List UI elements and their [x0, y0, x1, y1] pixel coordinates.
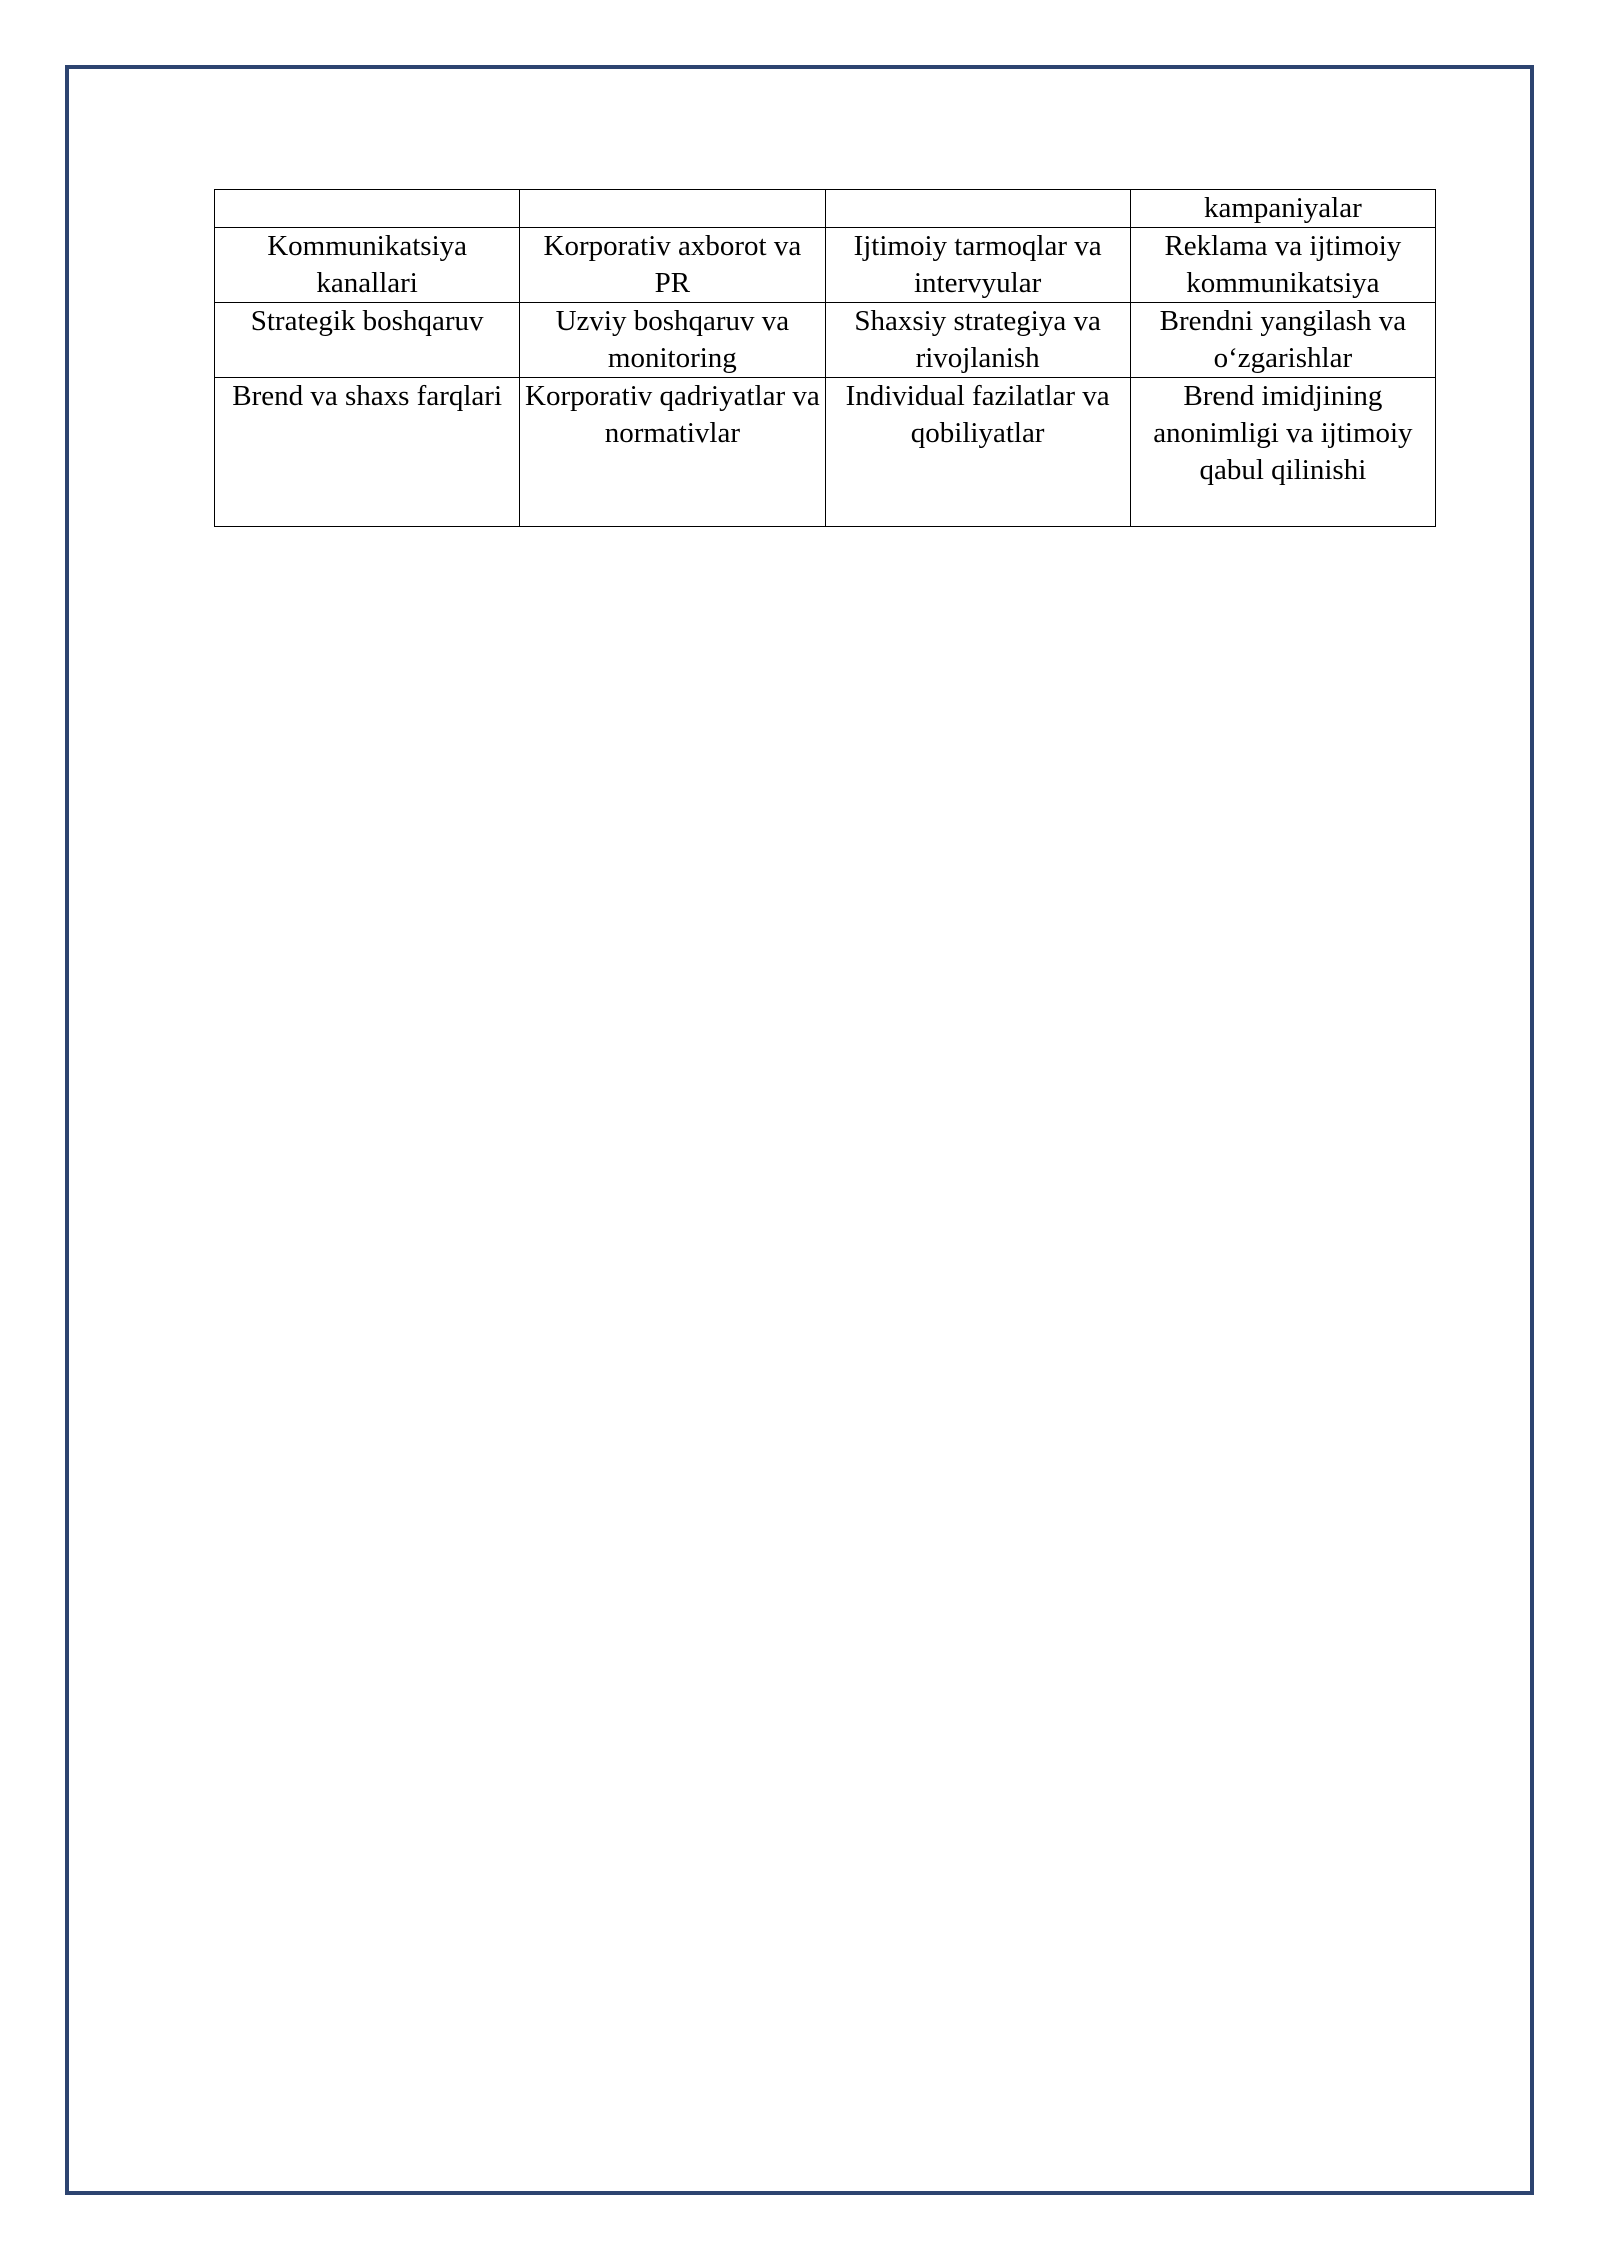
comparison-table [214, 189, 1436, 527]
table-cell: Korporativ axborot va PR [520, 228, 825, 303]
table-cell [825, 190, 1130, 228]
table-row [215, 303, 1436, 378]
table-cell: kampaniyalar [1130, 190, 1435, 228]
table-cell: Brend va shaxs farqlari [215, 378, 520, 527]
table-cell: Korporativ qadriyatlar va normativlar [520, 378, 825, 527]
table-cell: Brend imidjining anonimligi va ijtimoiy qabul qilinishi [1130, 378, 1435, 527]
table-row [215, 378, 1436, 527]
table-cell: Strategik boshqaruv [215, 303, 520, 378]
table-cell [520, 190, 825, 228]
table-cell: Shaxsiy strategiya va rivojlanish [825, 303, 1130, 378]
table-row [215, 228, 1436, 303]
table-cell: Uzviy boshqaruv va monitoring [520, 303, 825, 378]
table-cell: Brendni yangilash va o‘zgarishlar [1130, 303, 1435, 378]
table-cell: Individual fazilatlar va qobiliyatlar [825, 378, 1130, 527]
table-cell: Ijtimoiy tarmoqlar va intervyular [825, 228, 1130, 303]
table-cell [215, 190, 520, 228]
table-cell: Kommunikatsiya kanallari [215, 228, 520, 303]
table-cell: Reklama va ijtimoiy kommunikatsiya [1130, 228, 1435, 303]
table-row [215, 190, 1436, 228]
